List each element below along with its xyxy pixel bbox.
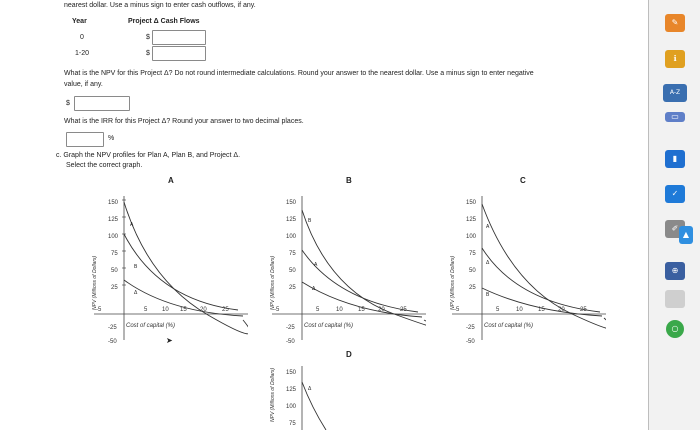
xtick: 15	[538, 307, 545, 313]
ytick: 75	[469, 251, 476, 257]
xtick: 15	[180, 307, 187, 313]
curve-label: Δ	[308, 386, 312, 392]
curve-b	[124, 234, 238, 310]
ytick: -25	[108, 325, 117, 331]
curve-label: Δ	[134, 290, 138, 296]
xtick: 10	[516, 307, 523, 313]
xtick: 5	[316, 307, 320, 313]
ytick: 25	[469, 285, 476, 291]
xtick: 25	[400, 307, 407, 313]
ytick: 100	[108, 234, 119, 240]
ytick: 125	[108, 217, 119, 223]
currency-symbol: $	[146, 50, 150, 57]
ytick: 100	[466, 234, 477, 240]
ytick: 25	[289, 285, 296, 291]
npv-question-cont: value, if any.	[64, 81, 103, 88]
year-1-20-label: 1-20	[75, 50, 90, 57]
hand-icon[interactable]: ✓	[665, 185, 685, 203]
graph-a-label: A	[168, 176, 174, 185]
y-axis-label: NPV (Millions of Dollars)	[270, 255, 276, 310]
dictionary-icon[interactable]: ℹ	[665, 50, 685, 68]
curve-label: B	[486, 292, 490, 298]
curve-label: A	[314, 262, 318, 268]
ytick: -25	[286, 325, 295, 331]
npv-currency: $	[66, 100, 70, 107]
curve-delta	[482, 248, 600, 312]
xtick: 25	[580, 307, 587, 313]
ytick: 25	[111, 285, 118, 291]
tool-icon[interactable]: ✐	[665, 220, 685, 238]
x-axis-label: Cost of capital (%)	[304, 323, 354, 329]
ytick: 75	[289, 421, 296, 427]
xtick: 10	[162, 307, 169, 313]
xtick: -5	[274, 307, 280, 313]
ytick: 125	[466, 217, 477, 223]
ytick: 150	[286, 370, 297, 376]
ytick: -25	[466, 325, 475, 331]
npv-question: What is the NPV for this Project Δ? Do not round intermediate calculations. Round your answer to the nearest dollar. Use a minus sign to enter negative	[64, 70, 534, 77]
curve-label: B	[134, 264, 138, 270]
xtick: 20	[378, 307, 385, 313]
translate-icon[interactable]: A-Z	[663, 84, 687, 102]
xtick: 10	[336, 307, 343, 313]
x-axis-label: Cost of capital (%)	[484, 323, 534, 329]
y-axis-label: NPV (Millions of Dollars)	[450, 255, 456, 310]
graph-b-label: B	[346, 176, 352, 185]
graph-c-label: C	[520, 176, 526, 185]
ytick: 75	[111, 251, 118, 257]
xtick: 25	[222, 307, 229, 313]
top-instruction: nearest dollar. Use a minus sign to enter cash outflows, if any.	[64, 2, 256, 9]
ytick: -50	[466, 339, 475, 345]
xtick: 20	[558, 307, 565, 313]
xtick: 15	[358, 307, 365, 313]
pen-icon[interactable]: ▮	[665, 150, 685, 168]
irr-input[interactable]	[66, 132, 104, 147]
cash-flows-header: Project Δ Cash Flows	[128, 18, 200, 25]
x-axis-label: Cost of capital (%)	[126, 323, 176, 329]
graph-a[interactable]	[88, 190, 248, 350]
ytick: 150	[286, 200, 297, 206]
curve-delta	[302, 382, 326, 430]
ytick: 75	[289, 251, 296, 257]
blank-icon[interactable]	[665, 290, 685, 308]
ytick: -50	[286, 339, 295, 345]
ytick: 100	[286, 404, 297, 410]
curve-label: A	[486, 224, 490, 230]
year-header: Year	[72, 18, 87, 25]
accessibility-icon[interactable]: ⊕	[665, 262, 685, 280]
year-0-label: 0	[80, 34, 84, 41]
irr-unit: %	[108, 135, 115, 142]
graph-b[interactable]	[266, 190, 426, 350]
cf-year-0-input[interactable]	[152, 30, 206, 45]
record-icon[interactable]: ○	[666, 320, 684, 338]
y-axis-label: NPV (Millions of Dollars)	[270, 367, 276, 422]
xtick: 20	[200, 307, 207, 313]
xtick: -5	[96, 307, 102, 313]
ytick: -50	[108, 339, 117, 345]
cf-year-1-20-input[interactable]	[152, 46, 206, 61]
highlighter-icon[interactable]: ✎	[665, 14, 685, 32]
ytick: 50	[111, 268, 118, 274]
ytick: 50	[469, 268, 476, 274]
ytick: 150	[466, 200, 477, 206]
curve-label: Δ	[486, 260, 490, 266]
xtick: -5	[454, 307, 460, 313]
ytick: 150	[108, 200, 119, 206]
graph-d-label: D	[346, 350, 352, 359]
select-graph-instruction: Select the correct graph.	[66, 162, 143, 169]
npv-input[interactable]	[74, 96, 130, 111]
xtick: 5	[496, 307, 500, 313]
part-c-question: c. Graph the NPV profiles for Plan A, Plan B, and Project Δ.	[56, 152, 241, 159]
extension-toolbar	[648, 0, 700, 430]
graph-d[interactable]	[266, 362, 386, 430]
pointer-icon: ➤	[166, 336, 173, 345]
xtick: 5	[144, 307, 148, 313]
curve-label: Δ	[312, 286, 316, 292]
irr-question: What is the IRR for this Project Δ? Round your answer to two decimal places.	[64, 118, 304, 125]
y-axis-label: NPV (Millions of Dollars)	[92, 255, 98, 310]
drive-icon[interactable]: ▲	[679, 226, 693, 244]
ytick: 50	[289, 268, 296, 274]
graph-c[interactable]	[446, 190, 606, 350]
currency-symbol: $	[146, 34, 150, 41]
ytick: 125	[286, 387, 297, 393]
notebook-icon[interactable]: ▭	[665, 112, 685, 122]
curve-a	[302, 250, 418, 312]
ytick: 100	[286, 234, 297, 240]
curve-label: A	[130, 222, 134, 228]
curve-label: B	[308, 218, 312, 224]
ytick: 125	[286, 217, 297, 223]
